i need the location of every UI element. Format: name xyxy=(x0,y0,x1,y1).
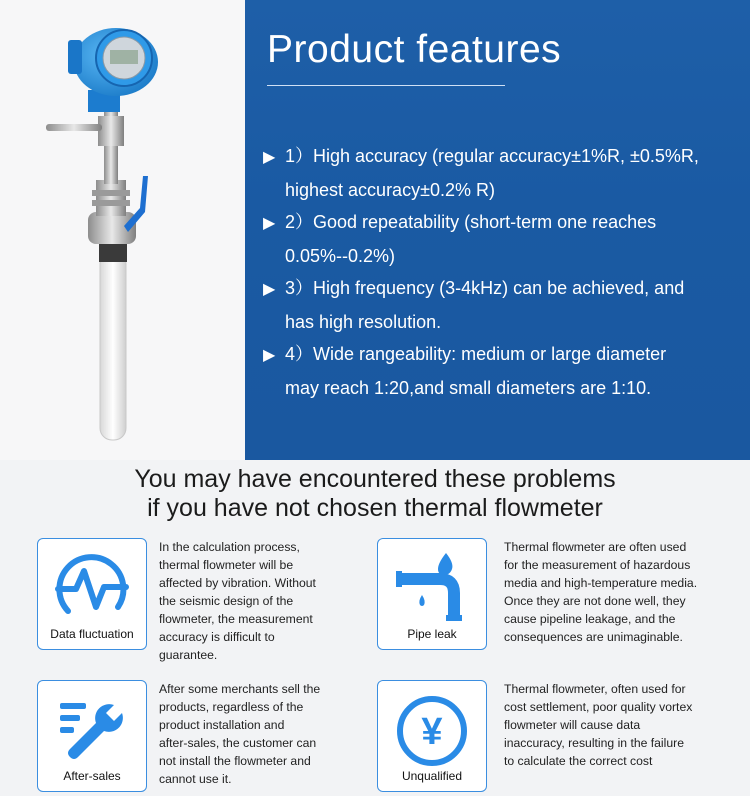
feature-item xyxy=(263,338,743,405)
bullet-arrow-icon: ▶ xyxy=(263,215,276,232)
text-line: Thermal flowmeter, often used for xyxy=(504,682,686,696)
feature-text: 2）Good repeatability (short-term one reaches xyxy=(285,212,657,232)
feature-text-cont: 0.05%--0.2%) xyxy=(285,246,396,266)
after-sales-card xyxy=(37,680,147,792)
text-line: not install the flowmeter and xyxy=(159,754,311,768)
text-line: After some merchants sell the xyxy=(159,682,321,696)
text-line: inaccuracy, resulting in the failure xyxy=(504,736,684,750)
text-line: consequences are unimaginable. xyxy=(504,630,683,644)
text-line: accuracy is difficult to xyxy=(159,630,275,644)
text-line: thermal flowmeter will be xyxy=(159,558,294,572)
thermal-flowmeter-illustration xyxy=(0,0,245,460)
problems-heading xyxy=(0,465,750,523)
title-underline xyxy=(267,85,505,86)
bullet-arrow-icon: ▶ xyxy=(263,347,276,364)
card-label: Unqualified xyxy=(401,769,463,783)
text-line: flowmeter will cause data xyxy=(504,718,641,732)
data-fluctuation-card xyxy=(37,538,147,650)
unqualified-card xyxy=(377,680,487,792)
pipe-leak-card xyxy=(377,538,487,650)
data-fluctuation-text xyxy=(159,538,344,664)
text-line: cannot use it. xyxy=(159,772,232,786)
feature-text-cont: may reach 1:20,and small diameters are 1:10. xyxy=(285,378,652,398)
card-label: Data fluctuation xyxy=(50,627,134,641)
text-line: affected by vibration. Without xyxy=(159,576,316,590)
text-line: guarantee. xyxy=(159,648,218,662)
feature-text: 4）Wide rangeability: medium or large diameter xyxy=(285,344,667,364)
feature-item xyxy=(263,140,743,207)
text-line: In the calculation process, xyxy=(159,540,300,554)
text-line: after-sales, the customer can xyxy=(159,736,317,750)
text-line: product installation and xyxy=(159,718,285,732)
text-line: cost settlement, poor quality vortex xyxy=(504,700,693,714)
text-line: flowmeter, the measurement xyxy=(159,612,313,626)
card-label: Pipe leak xyxy=(407,627,457,641)
text-line: to calculate the correct cost xyxy=(504,754,653,768)
card-label: After-sales xyxy=(63,769,121,783)
features-title: Product features xyxy=(267,28,562,71)
text-line: for the measurement of hazardous xyxy=(504,558,691,572)
pulse-icon xyxy=(52,549,132,629)
text-line: media and high-temperature media. xyxy=(504,576,698,590)
unqualified-text xyxy=(504,680,734,770)
pipe-leak-text xyxy=(504,538,734,646)
feature-text: 1）High accuracy (regular accuracy±1%R, ±0.5%R, xyxy=(285,146,699,166)
text-line: Once they are not done well, they xyxy=(504,594,686,608)
wrench-icon xyxy=(52,691,132,771)
text-line: Thermal flowmeter are often used xyxy=(504,540,687,554)
feature-text-cont: highest accuracy±0.2% R) xyxy=(285,180,495,200)
text-line: the seismic design of the xyxy=(159,594,294,608)
feature-item xyxy=(263,206,743,273)
pipe-leak-icon xyxy=(392,549,472,629)
bullet-arrow-icon: ▶ xyxy=(263,149,276,166)
after-sales-text xyxy=(159,680,344,788)
product-features-panel xyxy=(245,0,750,460)
product-image xyxy=(0,0,245,460)
yen-coin-icon xyxy=(392,691,472,771)
text-line: cause pipeline leakage, and the xyxy=(504,612,676,626)
bullet-arrow-icon: ▶ xyxy=(263,281,276,298)
problems-heading-line2: if you have not chosen thermal flowmeter xyxy=(147,494,603,522)
yen-symbol: ¥ xyxy=(421,711,443,753)
feature-text-cont: has high resolution. xyxy=(285,312,442,332)
feature-item xyxy=(263,272,743,339)
feature-text: 3）High frequency (3-4kHz) can be achieved, and xyxy=(285,278,685,298)
text-line: products, regardless of the xyxy=(159,700,304,714)
problems-heading-line1: You may have encountered these problems xyxy=(134,465,616,493)
